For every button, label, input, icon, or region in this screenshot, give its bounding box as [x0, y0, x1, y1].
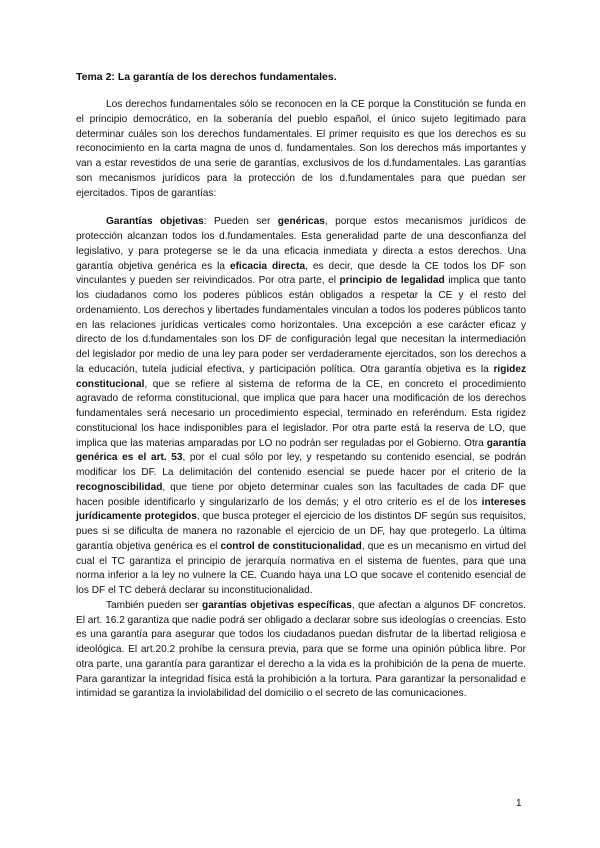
paragraph [76, 599, 526, 702]
bold-term: garantía genérica es el art. 53 [76, 437, 526, 464]
text-run: implica que tanto los ciudadanos como los poderes públicos están obligados a respetar la CE y el resto del ordenamiento. Los derechos y libertades fundamentales vinculan a todos los poderes públicos tanto en las relaciones jurídicas verticales como horizontales. Una excepción a ese carácter eficaz y directo de los d.fundamentales son los DF de configuración legal que necesitan la intermediación del legislador por medio de una ley para poder ser verdaderamente ejercitados, son los derechos a la educación, tutela judicial efectiva, y participación política. Otra garantía objetiva es la [76, 275, 526, 375]
bold-term: intereses jurídicamente protegidos [76, 496, 526, 523]
bold-term: control de constitucionalidad [220, 540, 362, 552]
text-run: , que busca proteger el ejercicio de los distintos DF según sus requisitos, pues si se dificulta de manera no razonable el ejercicio de un DF, hay que protegerlo. La última garantía objetiva genérica es el [76, 511, 526, 552]
paragraph [76, 98, 526, 201]
bold-term: Garantías objetivas [106, 216, 204, 228]
bold-term: recognoscibilidad [76, 481, 163, 493]
text-run: : Pueden ser [203, 216, 278, 228]
document-title: Tema 2: La garantía de los derechos fundamentales. [76, 71, 337, 83]
text-run: , por el cual sólo por ley, y respetando su contenido esencial, se podrán modificar los DF. La delimitación del contenido esencial se puede hacer por el criterio de la [76, 452, 526, 478]
text-run: Los derechos fundamentales sólo se reconocen en la CE porque la Constitución se funda en el principio democrático, en la soberanía del pueblo español, el único sujeto legitimado para determinar cuáles son los derechos fundamentales. El primer requisito es que los derechos es su reconocimiento en la carta magna de unos d. fundamentales. Son los derechos más importantes y van a estar revestidos de una serie de garantías, exclusivos de los d.fundamentales. Las garantías son mecanismos jurídicos para la protección de los d.fundamentales para que puedan ser ejercitados. Tipos de garantías: [76, 99, 526, 199]
paragraph [76, 215, 526, 599]
text-run: , que se refiere al sistema de reforma de la CE, en concreto el procedimiento agravado de reforma constitucional, que implica que para hacer una modificación de los derechos fundamentales será necesario un procedimiento especial, terminado en referéndum. Esta rigidez constitucional los hace indisponibles para el legislador. Por otra parte está la reserva de LO, que implica que las materias amparadas por LO no podrán ser reguladas por el Gobierno. Otra [76, 378, 526, 449]
text-run: También pueden ser [106, 599, 203, 611]
bold-term: garantías objetivas específicas [202, 599, 352, 611]
document-body [76, 98, 526, 702]
bold-term: eficacia directa [229, 260, 306, 272]
text-run: , es decir, que desde la CE todos los DF son vinculantes y pueden ser reivindicados. Por otra parte, el [76, 260, 526, 287]
text-run: , que es un mecanismo en virtud del cual el TC garantiza el principio de jerarquía normativa en el sistema de fuentes, para que una norma inferior a la ley no vulnere la CE. Cuando haya una LO que socave el contenido esencial de los DF el TC deberá declarar su inconstitucionalidad. [76, 540, 527, 596]
text-run: , que afectan a algunos DF concretos. El art. 16.2 garantiza que nadie podrá ser obligado a declarar sobre sus ideologías o creencias. Esto es una garantía para asegurar que todos los ciudadanos puedan disfrutar de la libertad religiosa e ideológica. El art.20.2 prohíbe la censura previa, para que se forme una opinión pública libre. Por otra parte, una garantía para garantizar el derecho a la vida es la prohibición de la pena de muerte. Para garantizar la integridad física está la prohibición a la tortura. Para garantizar la personalidad e intimidad se garantiza la inviolabilidad del domicilio o el secreto de las comunicaciones. [76, 599, 527, 700]
page-number: 1 [516, 798, 522, 809]
text-run: , porque estos mecanismos jurídicos de protección alcanzan todos los d.fundamentales. Esta generalidad parte de una desconfianza del legislativo, y para protegerse se le da una eficacia inmediata y directa a estos derechos. Una garantía objetiva genérica es la [76, 216, 526, 272]
text-run: , que tiene por objeto determinar cuales son las facultades de cada DF que hacen posible identificarlo y singularizarlo de los demás; y el otro criterio es el de los [76, 481, 526, 508]
bold-term: genéricas [277, 216, 325, 228]
bold-term: principio de legalidad [339, 275, 445, 287]
bold-term: rigidez constitucional [76, 363, 526, 390]
